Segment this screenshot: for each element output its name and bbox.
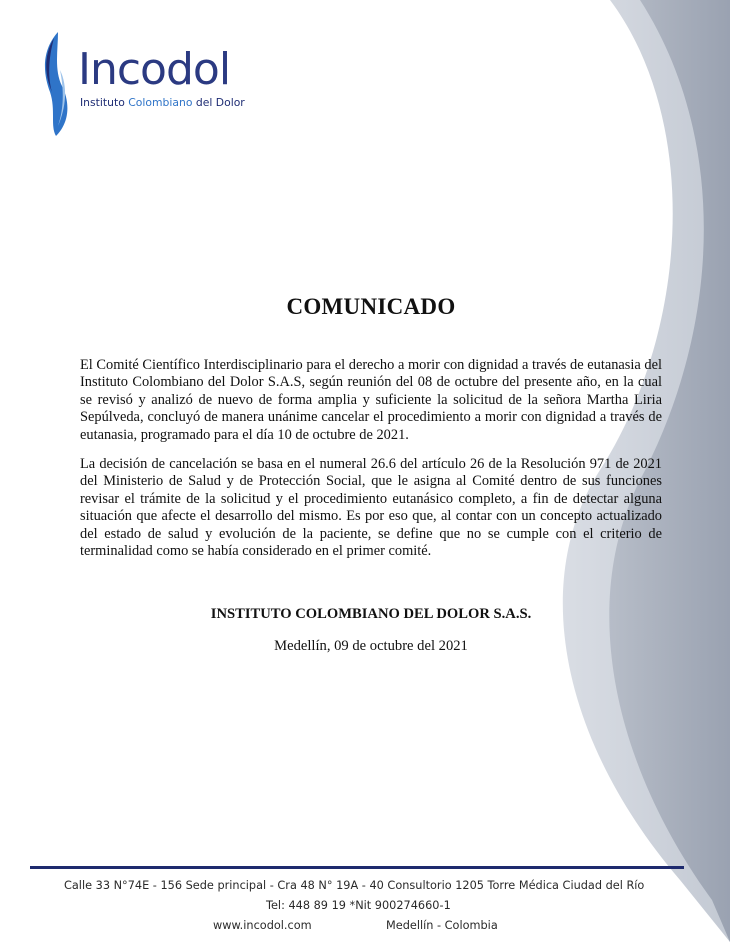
paragraph-1: El Comité Científico Interdisciplinario para el derecho a morir con dignidad a través de eutanasia del Instituto Colombiano del Dolor S.A.S, según reunión del 08 de octubre del presente año, en la cual se revisó y analizó de nuevo de forma amplia y suficiente la solicitud de la señora Martha Liria Sepúlveda, concluyó de manera unánime cancelar el procedimiento a morir con dignidad a través de eutanasia, programado para el día 10 de octubre de 2021.: [80, 357, 662, 443]
footer-divider: [30, 866, 684, 869]
place-date: Medellín, 09 de octubre del 2021: [274, 638, 468, 654]
footer-website: www.incodol.com: [213, 919, 312, 932]
incodol-logo: [36, 30, 266, 140]
paragraph-2: La decisión de cancelación se basa en el numeral 26.6 del artículo 26 de la Resolución 971 de 2021 del Ministerio de Salud y de Protección Social, que le asigna al Comité dentro de sus funciones revisar el trámite de la solicitud y el procedimiento eutanásico completo, a fin de detectar alguna situación que afecte el desarrollo del mismo. Es por eso que, al contar con un concepto actualizado del estado de salud y evolución de la paciente, se define que no se cumple con el criterio de terminalidad como se había considerado en el primer comité.: [80, 456, 662, 560]
footer-phone-nit: Tel: 448 89 19 *Nit 900274660-1: [266, 899, 451, 912]
footer-city: Medellín - Colombia: [386, 919, 498, 932]
signature-institution: INSTITUTO COLOMBIANO DEL DOLOR S.A.S.: [210, 606, 532, 622]
footer-address: Calle 33 N°74E - 156 Sede principal - Cra 48 N° 19A - 40 Consultorio 1205 Torre Médica Ciudad del Río: [64, 879, 645, 892]
document-title: COMUNICADO: [286, 294, 456, 319]
logo-wordmark: Incodol: [78, 44, 231, 95]
flame-swirl-icon: [36, 30, 76, 138]
logo-subtitle: Instituto Colombiano del Dolor: [80, 96, 245, 109]
